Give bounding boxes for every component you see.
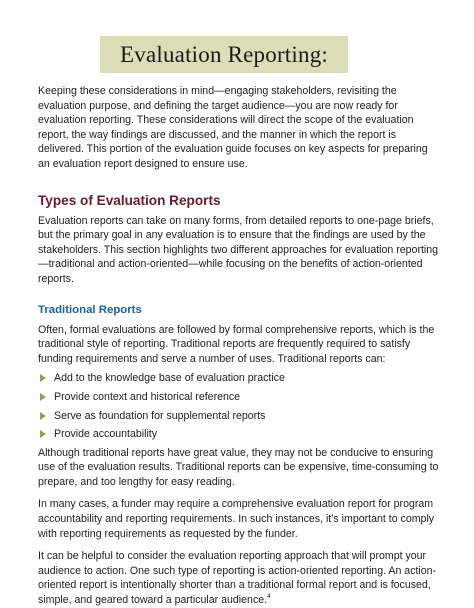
triangle-bullet-icon — [40, 393, 46, 401]
although-paragraph: Although traditional reports have great value, they may not be conducive to ensuring use of the evaluation results. Traditional reports can be expensive, time-consuming to prepare, and too lengthy for easy reading. — [38, 446, 439, 488]
traditional-uses-list — [38, 371, 442, 441]
subsection-heading-traditional: Traditional Reports — [38, 303, 142, 316]
action-oriented-paragraph — [38, 549, 442, 607]
footnote-reference: 4 — [267, 592, 271, 600]
funder-paragraph: In many cases, a funder may require a comprehensive evaluation report for program accountability and reporting requirements. In such instances, it’s important to comply with reporting requirements as requested by the funder. — [38, 498, 435, 540]
document-body — [38, 84, 442, 608]
section-heading-types: Types of Evaluation Reports — [38, 192, 221, 208]
list-item — [38, 427, 442, 442]
list-item-text: Add to the knowledge base of evaluation practice — [54, 372, 285, 385]
title-banner — [100, 36, 348, 73]
page-title: Evaluation Reporting: — [120, 41, 328, 67]
list-item — [38, 390, 442, 405]
traditional-paragraph: Often, formal evaluations are followed by formal comprehensive reports, which is the traditional style of reporting. Traditional reports are frequently required to satisfy funding requirements and serve a number of uses. Traditional reports can: — [38, 323, 435, 365]
list-item — [38, 409, 442, 424]
types-paragraph: Evaluation reports can take on many forms, from detailed reports to one-page briefs, but the primary goal in any evaluation is to ensure that the findings are used by the stakeholders. This section highlights two different approaches for evaluation reporting—traditional and action-oriented—while focusing on the benefits of action-oriented reports. — [38, 214, 439, 285]
triangle-bullet-icon — [40, 374, 46, 382]
intro-paragraph: Keeping these considerations in mind—engaging stakeholders, revisiting the evaluation purpose, and defining the target audience—you are now ready for evaluation reporting. These considerations will direct the scope of the evaluation report, the way findings are discussed, and the manner in which the report is delivered. This portion of the evaluation guide focuses on key aspects for preparing an evaluation report designed to ensure use. — [38, 85, 428, 170]
action-oriented-text: It can be helpful to consider the evaluation reporting approach that will prompt your audience to action. One such type of reporting is action-oriented reporting. An action-oriented report is intentionally shorter than a traditional formal report and is focused, simple, and geared toward a particular audience. — [38, 550, 437, 607]
list-item-text: Serve as foundation for supplemental reports — [54, 409, 266, 422]
triangle-bullet-icon — [40, 430, 46, 438]
list-item-text: Provide context and historical reference — [54, 390, 241, 403]
triangle-bullet-icon — [40, 412, 46, 420]
list-item — [38, 371, 442, 386]
list-item-text: Provide accountability — [54, 428, 158, 441]
